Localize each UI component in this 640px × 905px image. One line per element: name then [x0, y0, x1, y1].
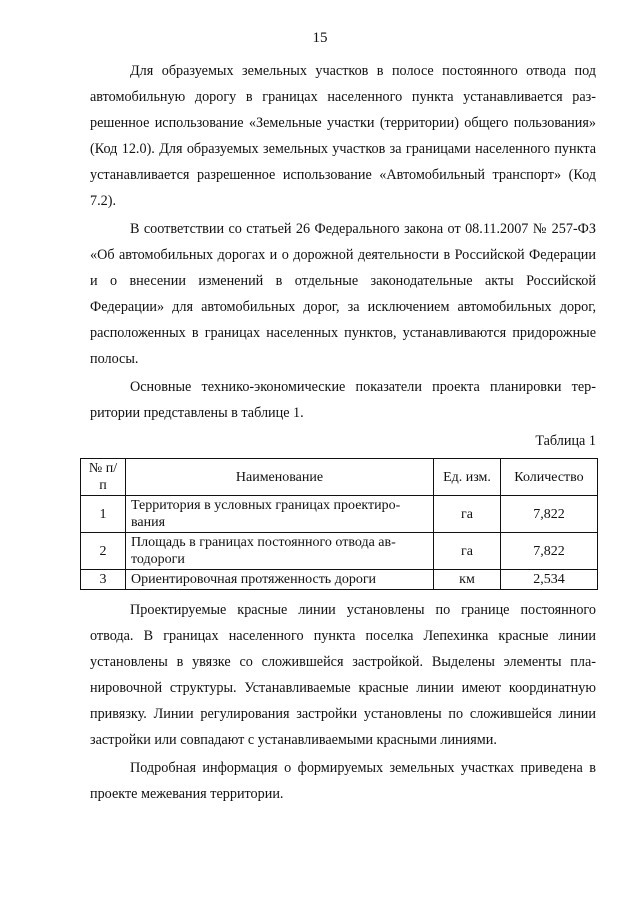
header-number: № п/п [81, 459, 126, 496]
paragraph-indicators-intro: Основные технико-экономические показатели проекта планировки территории представлены в таблице 1. [90, 379, 596, 421]
paragraph-land-use: Для образуемых земельных участков в полосе постоянного отвода под автомобильную дорогу в границах населенного пункта устанавливается разрешенное использование «Земельные участки (территории) общего пользования» (Код 12.0). Для образуемых земельных участков за границами населенного пункта устанавливается разрешенное использование «Автомобильный транспорт» (Код 7.2). [90, 63, 596, 209]
cell-name: Территория в условных границах проектирования [126, 496, 434, 533]
table-row [81, 570, 598, 590]
cell-name: Ориентировочная протяженность дороги [126, 570, 434, 590]
cell-name: Площадь в границах постоянного отвода автодороги [126, 533, 434, 570]
cell-number: 1 [81, 496, 126, 533]
table-row [81, 533, 598, 570]
cell-unit: га [434, 533, 501, 570]
table-header-row [81, 459, 598, 496]
header-unit: Ед. изм. [434, 459, 501, 496]
paragraph-land-survey: Подробная информация о формируемых земельных участках приведена в проекте межевания территории. [90, 760, 596, 802]
header-quantity: Количество [501, 459, 598, 496]
cell-number: 2 [81, 533, 126, 570]
text-block-top [90, 58, 596, 454]
cell-quantity: 7,822 [501, 496, 598, 533]
page-number: 15 [312, 30, 328, 46]
cell-unit: га [434, 496, 501, 533]
paragraph-red-lines: Проектируемые красные линии установлены по границе постоянного отвода. В границах населенного пункта поселка Лепехинка красные линии установлены в увязке со сложившейся застройкой. Выделены элементы планировочной структуры. Устанавливаемые красные линии имеют координатную привязку. Линии регулирования застройки установлены по сложившейся линии застройки или совпадают с устанавливаемыми красными линиями. [90, 602, 596, 748]
header-name: Наименование [126, 459, 434, 496]
cell-number: 3 [81, 570, 126, 590]
cell-unit: км [434, 570, 501, 590]
cell-quantity: 2,534 [501, 570, 598, 590]
indicators-table [80, 458, 598, 590]
paragraph-federal-law: В соответствии со статьей 26 Федерального закона от 08.11.2007 № 257-ФЗ «Об автомобильных дорогах и о дорожной деятельности в Российской Федерации и о внесении изменений в отдельные законодательные акты Российской Федерации» для автомобильных дорог, за исключением автомобильных дорог, расположенных в границах населенных пунктов, устанавливаются придорожные полосы. [90, 221, 596, 367]
cell-quantity: 7,822 [501, 533, 598, 570]
text-block-bottom [90, 597, 596, 807]
table-row [81, 496, 598, 533]
table-caption: Таблица 1 [535, 433, 596, 449]
